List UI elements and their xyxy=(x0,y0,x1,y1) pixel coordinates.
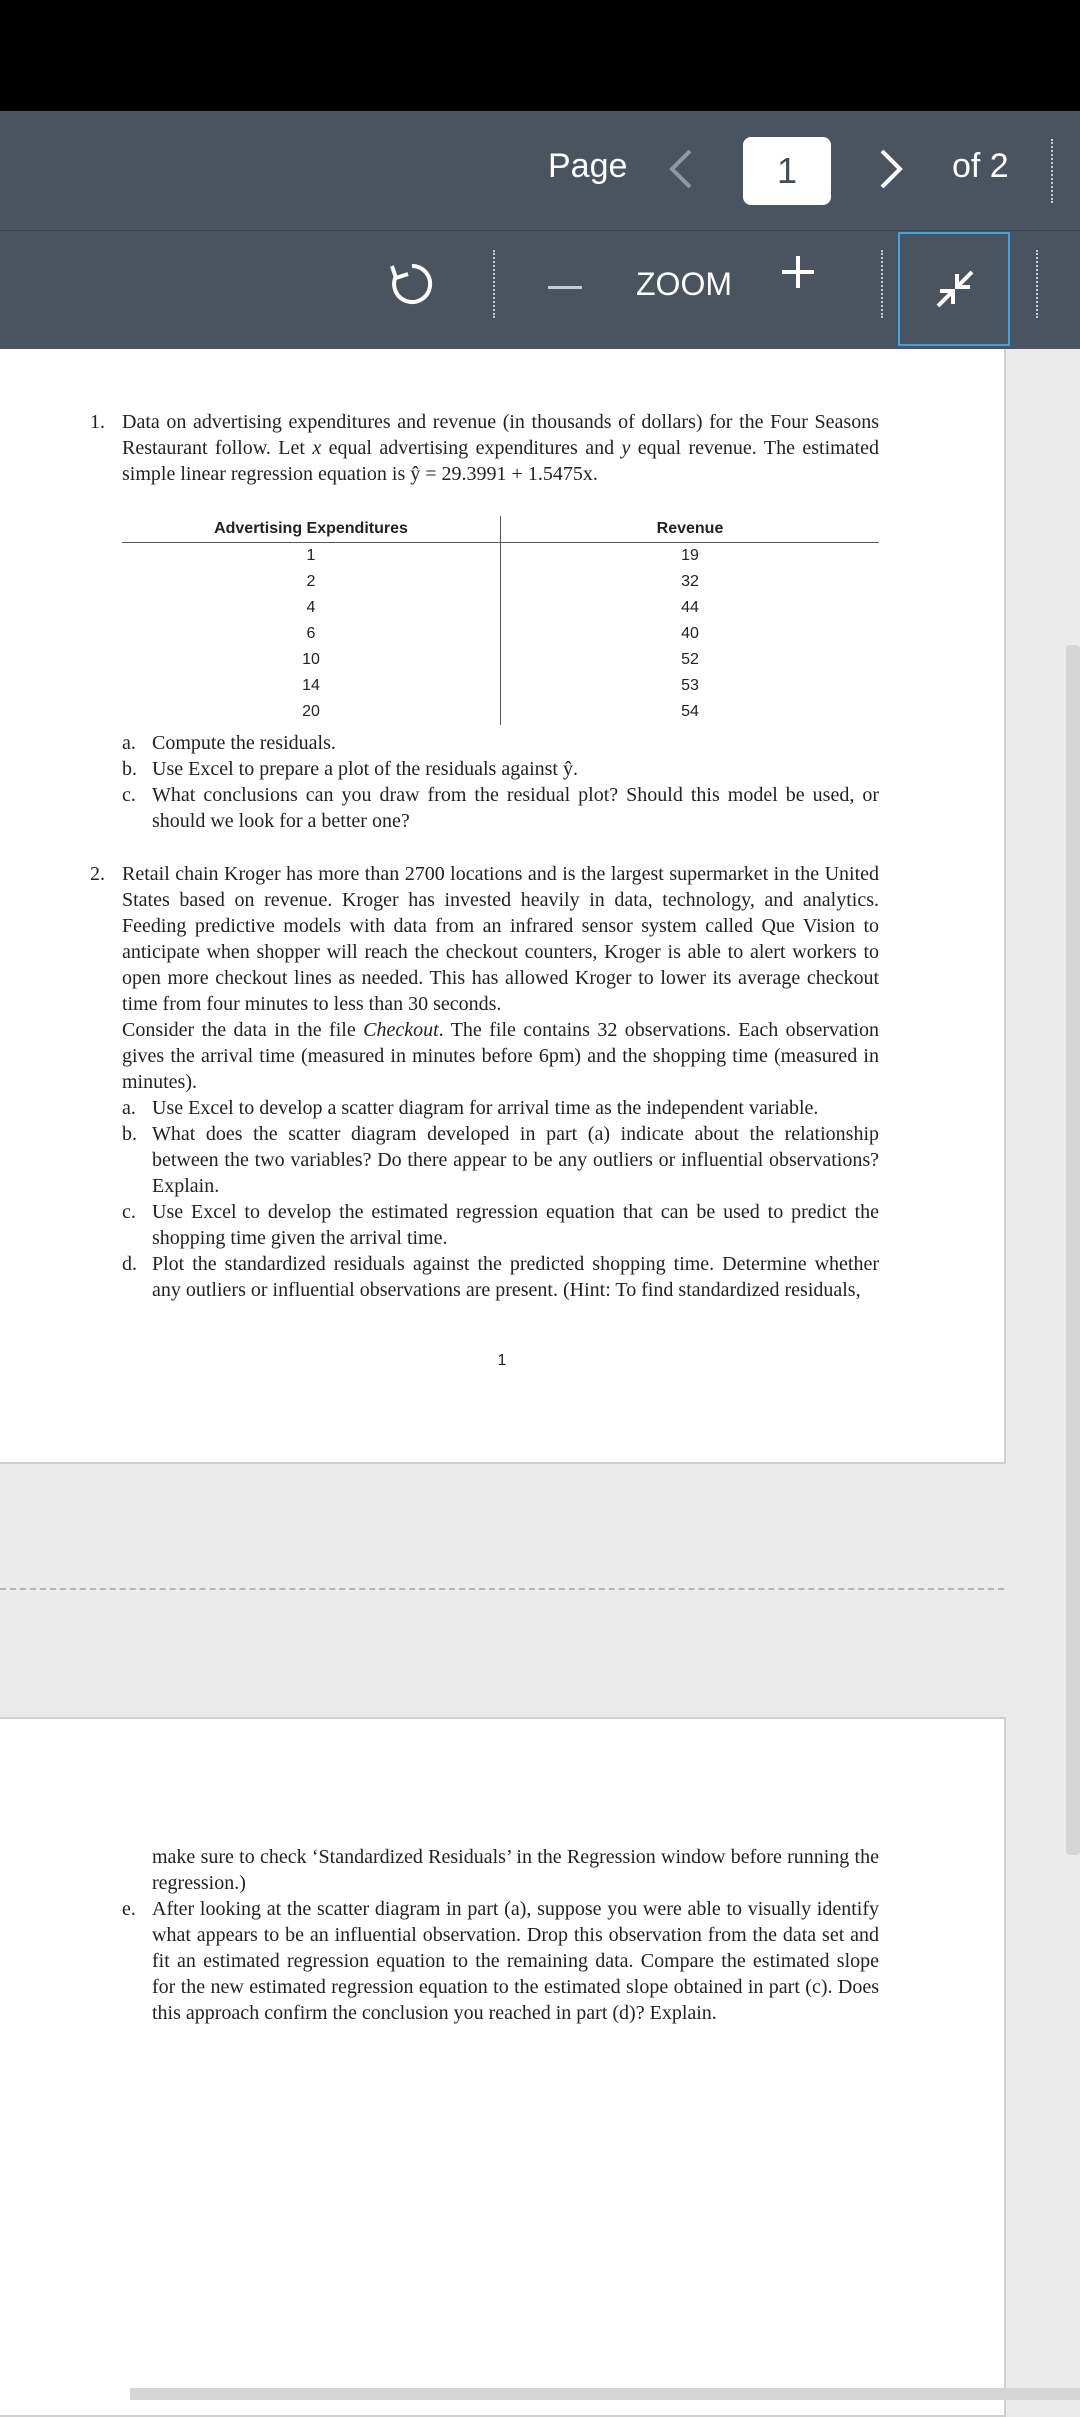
collapse-icon xyxy=(930,264,980,314)
part-label: b. xyxy=(122,758,137,780)
page-number: 1 xyxy=(497,1352,507,1369)
toolbar-divider xyxy=(1036,250,1038,318)
table-cell: 54 xyxy=(681,703,699,720)
exit-fullscreen-button[interactable] xyxy=(898,232,1010,346)
pdf-page-2 xyxy=(0,1717,1006,2417)
table-cell: 19 xyxy=(681,547,699,564)
question-2-data-text: Consider the data in the file Checkout. The file contains 32 observations. Each observation gives the arrival time (measured in minutes before 6pm) and the shopping time (measured in minutes). xyxy=(122,1019,879,1093)
question-1-text: Data on advertising expenditures and revenue (in thousands of dollars) for the Four Seasons Restaurant follow. Let x equal advertising expenditures and y equal revenue. The estimated simple linear regression equation is ŷ = 29.3991 + 1.5475x. xyxy=(122,411,879,485)
data-table xyxy=(122,516,879,725)
table-row xyxy=(122,621,879,647)
vertical-scrollbar[interactable] xyxy=(1066,645,1080,1855)
table-cell: 44 xyxy=(681,599,699,616)
question-2-text: Retail chain Kroger has more than 2700 locations and is the largest supermarket in the United States based on revenue. Kroger has invested heavily in data, technology, and analytics. Feeding predictive models with data from an infrared sensor system called Que Vision to anticipate when shopper will reach the checkout counters, Kroger is able to alert workers to open more checkout lines as needed. This has allowed Kroger to lower its average checkout time from four minutes to less than 30 seconds. xyxy=(122,863,879,1015)
page-separator xyxy=(0,1588,1004,1590)
table-cell: 2 xyxy=(122,569,501,595)
table-row xyxy=(122,569,879,595)
table-header: Revenue xyxy=(501,516,880,543)
table-cell: 1 xyxy=(122,543,501,570)
table-cell: 20 xyxy=(122,699,501,725)
part-label: d. xyxy=(122,1253,137,1275)
table-cell: 52 xyxy=(681,651,699,668)
continuation-text: make sure to check ‘Standardized Residuals’ in the Regression window before running the regression.) xyxy=(152,1846,879,1894)
rotate-icon[interactable] xyxy=(382,254,442,314)
table-row xyxy=(122,647,879,673)
part-text: After looking at the scatter diagram in part (a), suppose you were able to visually identify what appears to be an influential observation. Drop this observation from the data set and fit an estimated regression equation to the remaining data. Compare the estimated slope for the new estimated regression equation to the estimated slope obtained in part (c). Does this approach confirm the conclusion you reached in part (d)? Explain. xyxy=(152,1898,879,2024)
pdf-toolbar xyxy=(0,111,1080,349)
table-cell: 6 xyxy=(122,621,501,647)
page-label: Page xyxy=(548,147,628,185)
zoom-in-button[interactable] xyxy=(778,252,818,292)
table-cell: 53 xyxy=(681,677,699,694)
part-text: Use Excel to prepare a plot of the residuals against ŷ. xyxy=(152,758,578,780)
part-label: e. xyxy=(122,1898,136,1920)
table-row xyxy=(122,673,879,699)
page-count-label: of 2 xyxy=(952,147,1009,185)
next-page-icon[interactable] xyxy=(870,139,910,199)
part-text: What does the scatter diagram developed in part (a) indicate about the relationship between the two variables? Do there appear to be any outliers or influential observations? Explain. xyxy=(152,1123,879,1197)
zoom-label: ZOOM xyxy=(636,266,732,302)
part-text: What conclusions can you draw from the residual plot? Should this model be used, or should we look for a better one? xyxy=(152,784,879,832)
part-label: c. xyxy=(122,784,136,806)
toolbar-divider xyxy=(493,250,495,318)
horizontal-scrollbar[interactable] xyxy=(130,2388,1080,2400)
table-row xyxy=(122,543,879,570)
status-bar xyxy=(0,0,1080,111)
part-label: a. xyxy=(122,732,136,754)
table-cell: 4 xyxy=(122,595,501,621)
part-text: Use Excel to develop a scatter diagram for arrival time as the independent variable. xyxy=(152,1097,819,1119)
page-navigation-row xyxy=(0,111,1080,231)
part-text: Plot the standardized residuals against the predicted shopping time. Determine whether any outliers or influential observations are present. (Hint: To find standardized residuals, xyxy=(152,1253,879,1301)
page-number-input[interactable] xyxy=(743,137,831,205)
table-cell: 40 xyxy=(681,625,699,642)
zoom-out-button[interactable] xyxy=(548,286,582,289)
part-label: c. xyxy=(122,1201,136,1223)
part-text: Use Excel to develop the estimated regression equation that can be used to predict the shopping time given the arrival time. xyxy=(152,1201,879,1249)
table-header: Advertising Expenditures xyxy=(122,516,501,543)
question-number: 2. xyxy=(90,863,105,885)
previous-page-icon[interactable] xyxy=(662,139,702,199)
toolbar-divider xyxy=(1051,139,1053,203)
table-row xyxy=(122,595,879,621)
table-row xyxy=(122,699,879,725)
part-text: Compute the residuals. xyxy=(152,732,336,754)
table-cell: 14 xyxy=(122,673,501,699)
part-label: b. xyxy=(122,1123,137,1145)
table-cell: 32 xyxy=(681,573,699,590)
part-label: a. xyxy=(122,1097,136,1119)
question-number: 1. xyxy=(90,411,105,433)
toolbar-divider xyxy=(881,250,883,318)
table-cell: 10 xyxy=(122,647,501,673)
